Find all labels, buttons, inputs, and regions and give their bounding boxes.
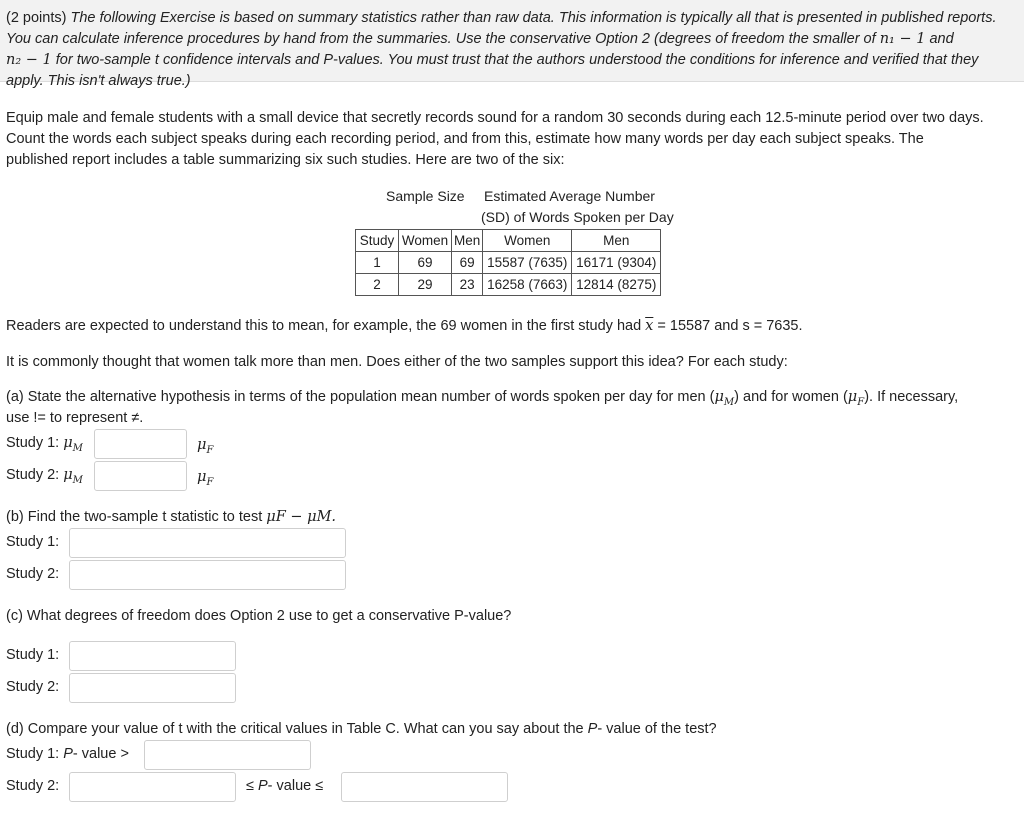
table-header-row — [356, 230, 661, 252]
problem-text: Equip male and female students with a small device that secretly records sound for a random 30 seconds during each 12.5-minute period over two days. Count the words each subject speaks during each recording period, and from this, estimate how many words per day each subject speaks. The published report includes a table summarizing six such studies. Here are two of the six: — [6, 110, 984, 168]
summary-table — [355, 229, 661, 296]
part-d-study-1-label: Study 1: P- value > — [6, 746, 129, 762]
part-a-study-2-relation-input[interactable] — [94, 461, 187, 491]
part-c-prompt: (c) What degrees of freedom does Option 2 use to get a conservative P-value? — [6, 608, 512, 624]
part-c-study-2-df-input[interactable] — [69, 673, 236, 703]
part-c-study-1-df-input[interactable] — [69, 641, 236, 671]
part-b-study-2-label: Study 2: — [6, 566, 60, 582]
part-a-study-2-label: Study 2: $\mu_M$ — [6, 467, 83, 486]
readers-text: Readers are expected to understand this to mean, for example, the 69 women in the first study had $\overline{x} = 15587$ and s = 7635. — [6, 318, 803, 334]
header-women-mean: Women — [483, 230, 572, 252]
table-row: 2 29 23 16258 (7663) 12814 (8275) — [356, 274, 661, 296]
part-d-prompt: (d) Compare your value of t with the critical values in Table C. What can you say about the P- value of the test? — [6, 721, 717, 737]
part-a-study-1-mu-f: $\mu_F$ — [197, 437, 214, 456]
part-d-study-2-upper-input[interactable] — [341, 772, 508, 802]
part-c-study-1-label: Study 1: — [6, 647, 60, 663]
part-d-study-2-lower-input[interactable] — [69, 772, 236, 802]
table-group-estimate-2: (SD) of Words Spoken per Day — [481, 209, 674, 225]
header-women-n: Women — [399, 230, 452, 252]
intro-line-3: n₂ − 1 for two-sample t confidence intervals and P-values. You must trust that the authors understood the conditions for inference and verified that they — [6, 52, 979, 68]
part-d-study-1-p-input[interactable] — [144, 740, 311, 770]
header-men-mean: Men — [572, 230, 661, 252]
table-row: 1 69 69 15587 (7635) 16171 (9304) — [356, 252, 661, 274]
part-a-prompt-line-2: use != to represent ≠. — [6, 410, 144, 426]
part-d-study-2-middle-text: ≤ P- value ≤ — [246, 778, 324, 794]
intro-line-2: You can calculate inference procedures by hand from the summaries. Use the conservative Option 2 (degrees of freedom the smaller of n₁ − 1 and — [6, 31, 954, 47]
intro-line-1: (2 points) The following Exercise is based on summary statistics rather than raw data. This information is typically all that is presented in published reports. — [6, 10, 997, 26]
part-c-study-2-label: Study 2: — [6, 679, 60, 695]
part-b-study-1-label: Study 1: — [6, 534, 60, 550]
intro-box — [0, 0, 1024, 89]
common-belief-text: It is commonly thought that women talk more than men. Does either of the two samples support this idea? For each study: — [6, 354, 788, 370]
part-a-study-1-label: Study 1: $\mu_M$ — [6, 435, 83, 454]
part-a-study-1-relation-input[interactable] — [94, 429, 187, 459]
xbar-symbol: $\overline{x}$ — [645, 318, 654, 334]
table-group-estimate-1: Estimated Average Number — [484, 188, 655, 204]
part-a-prompt-line-1: (a) State the alternative hypothesis in terms of the population mean number of words spoken per day for men $(\mu_M)$ and for women $(\mu_F)$. If necessary, — [6, 389, 959, 408]
header-men-n: Men — [452, 230, 483, 252]
part-a-study-2-mu-f: $\mu_F$ — [197, 469, 214, 488]
points-label: (2 points) — [6, 10, 67, 26]
part-b-study-1-t-input[interactable] — [69, 528, 346, 558]
header-study: Study — [356, 230, 399, 252]
part-b-prompt: (b) Find the two-sample t statistic to test μF − μM. — [6, 509, 337, 525]
intro-line-4: apply. This isn't always true.) — [6, 73, 191, 89]
part-d-study-2-label: Study 2: — [6, 778, 60, 794]
part-b-study-2-t-input[interactable] — [69, 560, 346, 590]
table-group-sample-size: Sample Size — [386, 188, 465, 204]
